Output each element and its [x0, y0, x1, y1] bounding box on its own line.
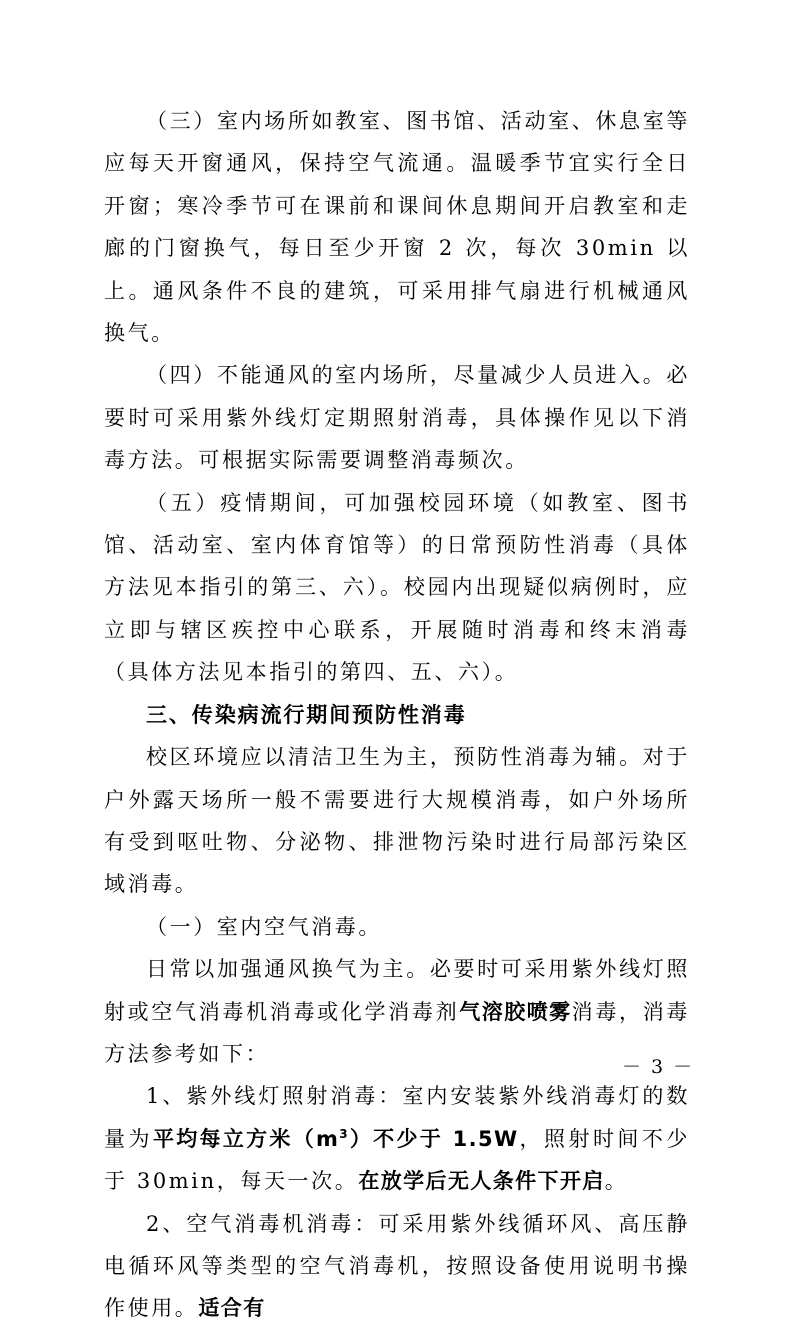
bold-text-segment: 适合有	[198, 1296, 266, 1321]
text-segment: 日常以加强通风换气为主。必要时可采用紫外线灯照射或空气消毒机消毒或化学消毒剂	[104, 957, 690, 1024]
superscript-text: 3	[339, 1126, 350, 1141]
bold-text-segment: ）不少于 1.5W	[349, 1126, 519, 1151]
paragraph-air-disinfection	[104, 948, 690, 1075]
text-segment: 1、紫外线灯照射消毒：室内安装紫外线消毒灯的数量为	[104, 1084, 690, 1151]
paragraph-epidemic-period: （五）疫情期间，可加强校园环境（如教室、图书馆、活动室、室内体育馆等）的日常预防性消毒（具体方法见本指引的第三、六）。校园内出现疑似病例时，应立即与辖区疾控中心联系，开展随时消毒和终末消毒（具体方法见本指引的第四、五、六）。	[104, 490, 690, 685]
paragraph-no-ventilation: （四）不能通风的室内场所，尽量减少人员进入。必要时可采用紫外线灯定期照射消毒，具体操作见以下消毒方法。可根据实际需要调整消毒频次。	[104, 363, 690, 473]
bold-text-segment: 平均每立方米（m	[152, 1126, 340, 1151]
paragraph-campus-environment: 校区环境应以清洁卫生为主，预防性消毒为辅。对于户外露天场所一般不需要进行大规模消毒，如户外场所有受到呕吐物、分泌物、排泄物污染时进行局部污染区域消毒。	[104, 745, 690, 897]
paragraph-uv-lamp	[104, 1075, 690, 1202]
document-page	[104, 100, 690, 1330]
section-heading-3: 三、传染病流行期间预防性消毒	[146, 702, 467, 727]
text-segment: 。	[604, 1169, 629, 1194]
paragraph-air-purifier	[104, 1203, 690, 1330]
bold-text-segment: 在放学后无人条件下开启	[358, 1169, 605, 1194]
text-segment: 2、空气消毒机消毒：可采用紫外线循环风、高压静电循环风等类型的空气消毒机，按照设备使用说明书操作使用。	[104, 1211, 690, 1321]
paragraph-ventilation: （三）室内场所如教室、图书馆、活动室、休息室等应每天开窗通风，保持空气流通。温暖季节宜实行全日开窗；寒冷季节可在课前和课间休息期间开启教室和走廊的门窗换气，每日至少开窗 2 次，每次 30min 以上。通风条件不良的建筑，可采用排气扇进行机械通风换气。	[104, 109, 690, 346]
subheading-indoor-air: （一）室内空气消毒。	[146, 914, 382, 939]
bold-text-segment: 气溶胶喷雾	[459, 999, 572, 1024]
text-segment: ，照射时间不少于 30min，每天一次。	[104, 1126, 691, 1194]
page-number: － 3 －	[622, 1056, 695, 1078]
text-segment: 消毒，消毒方法参考如下：	[104, 999, 691, 1066]
